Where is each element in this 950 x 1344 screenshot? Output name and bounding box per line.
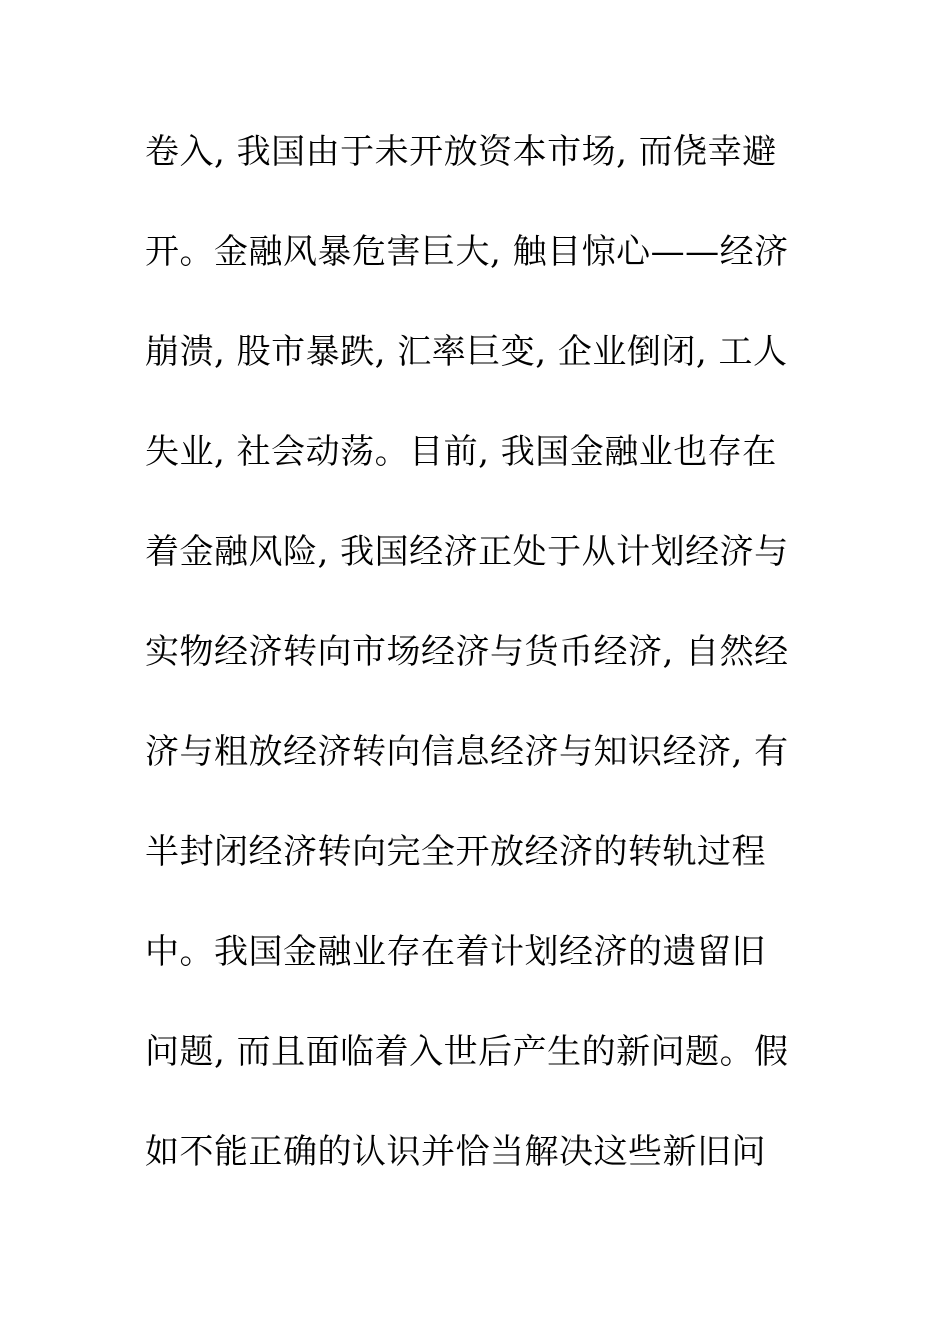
text-line: 卷入, 我国由于未开放资本市场, 而侥幸避	[145, 132, 777, 172]
text-line: 半封闭经济转向完全开放经济的转轨过程	[145, 832, 766, 872]
text-line: 实物经济转向市场经济与货币经济, 自然经	[145, 632, 789, 672]
body-text	[145, 126, 825, 1226]
text-line: 问题, 而且面临着入世后产生的新问题。假	[145, 1032, 789, 1072]
text-line: 中。我国金融业存在着计划经济的遗留旧	[145, 932, 766, 972]
text-line: 开。金融风暴危害巨大, 触目惊心——经济	[145, 232, 789, 272]
text-line: 着金融风险, 我国经济正处于从计划经济与	[145, 532, 789, 572]
text-line: 失业, 社会动荡。目前, 我国金融业也存在	[145, 432, 777, 472]
text-line: 如不能正确的认识并恰当解决这些新旧问	[145, 1132, 766, 1172]
text-line: 济与粗放经济转向信息经济与知识经济, 有	[145, 732, 789, 772]
text-line: 崩溃, 股市暴跌, 汇率巨变, 企业倒闭, 工人	[145, 332, 788, 372]
